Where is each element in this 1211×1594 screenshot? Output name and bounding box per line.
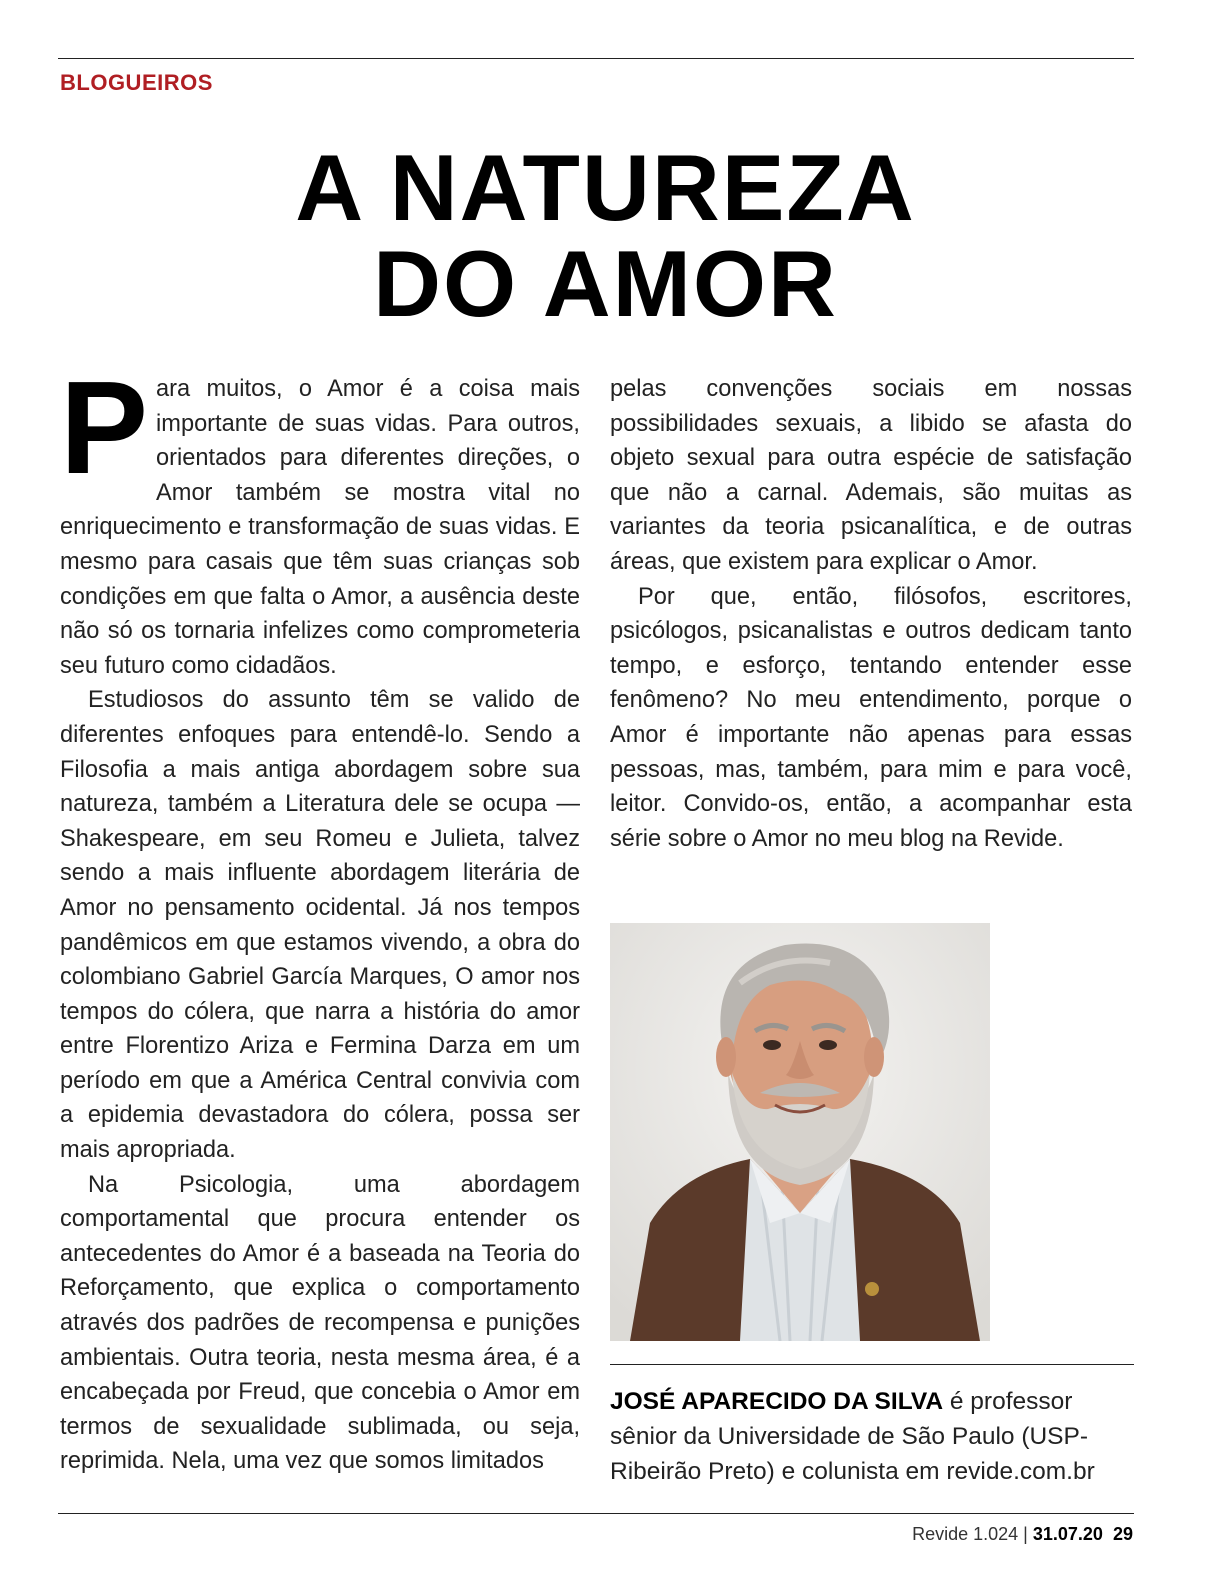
footer-separator: | xyxy=(1023,1524,1028,1544)
top-rule xyxy=(58,58,1134,59)
paragraph-3: Na Psicologia, uma abordagem comportamental que procura entender os antecedentes do Amor é a baseada na Teoria do Reforçamento, que explica o comportamento através dos padrões de recompensa e punições ambientais. Outra teoria, nesta mesma área, é a encabeçada por Freud, que concebia o Amor em termos de sexualidade sublimada, ou seja, reprimida. Nela, uma vez que somos limitados xyxy=(60,1171,580,1475)
paragraph-1 xyxy=(60,354,580,683)
paragraph-4: pelas convenções sociais em nossas possibilidades sexuais, a libido se afasta do objeto sexual para outra espécie de satisfação que não a carnal. Ademais, são muitas as variantes da teoria psicanalítica, e de outras áreas, que existem para explicar o Amor. xyxy=(610,376,1132,575)
author-name: JOSÉ APARECIDO DA SILVA xyxy=(610,1388,944,1415)
magazine-issue: Revide 1.024 xyxy=(912,1524,1019,1544)
author-bio-text: é professor sênior da Universidade de São Paulo (USP-Ribeirão Preto) e colunista em revide.com.br xyxy=(610,1388,1095,1485)
paragraph-1-text: ara muitos, o Amor é a coisa mais importante de suas vidas. Para outros, orientados para diferentes direções, o Amor também se mostra vital no enriquecimento e transformação de suas vidas. E mesmo para casais que têm suas crianças sob condições em que falta o Amor, a ausência deste não só os tornaria infelizes como comprometeria seu futuro como cidadãos. xyxy=(60,376,580,679)
article-title xyxy=(0,135,1211,336)
author-photo xyxy=(610,923,990,1341)
bio-rule xyxy=(610,1364,1134,1365)
paragraph-2: Estudiosos do assunto têm se valido de diferentes enfoques para entendê-lo. Sendo a Filosofia a mais antiga abordagem sobre sua natureza, também a Literatura dele se ocupa — Shakespeare, em seu Romeu e Julieta, talvez sendo a mais influente abordagem literária de Amor no pensamento ocidental. Já nos tempos pandêmicos em que estamos vivendo, a obra do colombiano Gabriel García Marques, O amor nos tempos do cólera, que narra a história do amor entre Florentizo Ariza e Fermina Darza em um período em que a América Central convivia com a epidemia devastadora do cólera, possa ser mais apropriada. xyxy=(60,687,580,1164)
article-column-right xyxy=(610,372,1132,856)
title-line-2: DO AMOR xyxy=(373,231,838,336)
author-bio xyxy=(610,1384,1134,1489)
drop-cap: P xyxy=(60,354,149,501)
issue-date: 31.07.20 xyxy=(1032,1524,1103,1544)
title-line-1: A NATUREZA xyxy=(295,135,916,240)
section-label: BLOGUEIROS xyxy=(60,70,213,95)
bottom-rule xyxy=(58,1513,1134,1514)
page-footer xyxy=(912,1524,1133,1545)
author-portrait-illustration xyxy=(610,923,990,1341)
paragraph-5: Por que, então, filósofos, escritores, psicólogos, psicanalistas e outros dedicam tanto tempo, e esforço, tentando entender esse fenômeno? No meu entendimento, porque o Amor é importante não apenas para essas pessoas, mas, também, para mim e para você, leitor. Convido-os, então, a acompanhar esta série sobre o Amor no meu blog na Revide. xyxy=(610,583,1132,852)
page-number: 29 xyxy=(1112,1524,1133,1544)
article-column-left xyxy=(60,354,580,1479)
